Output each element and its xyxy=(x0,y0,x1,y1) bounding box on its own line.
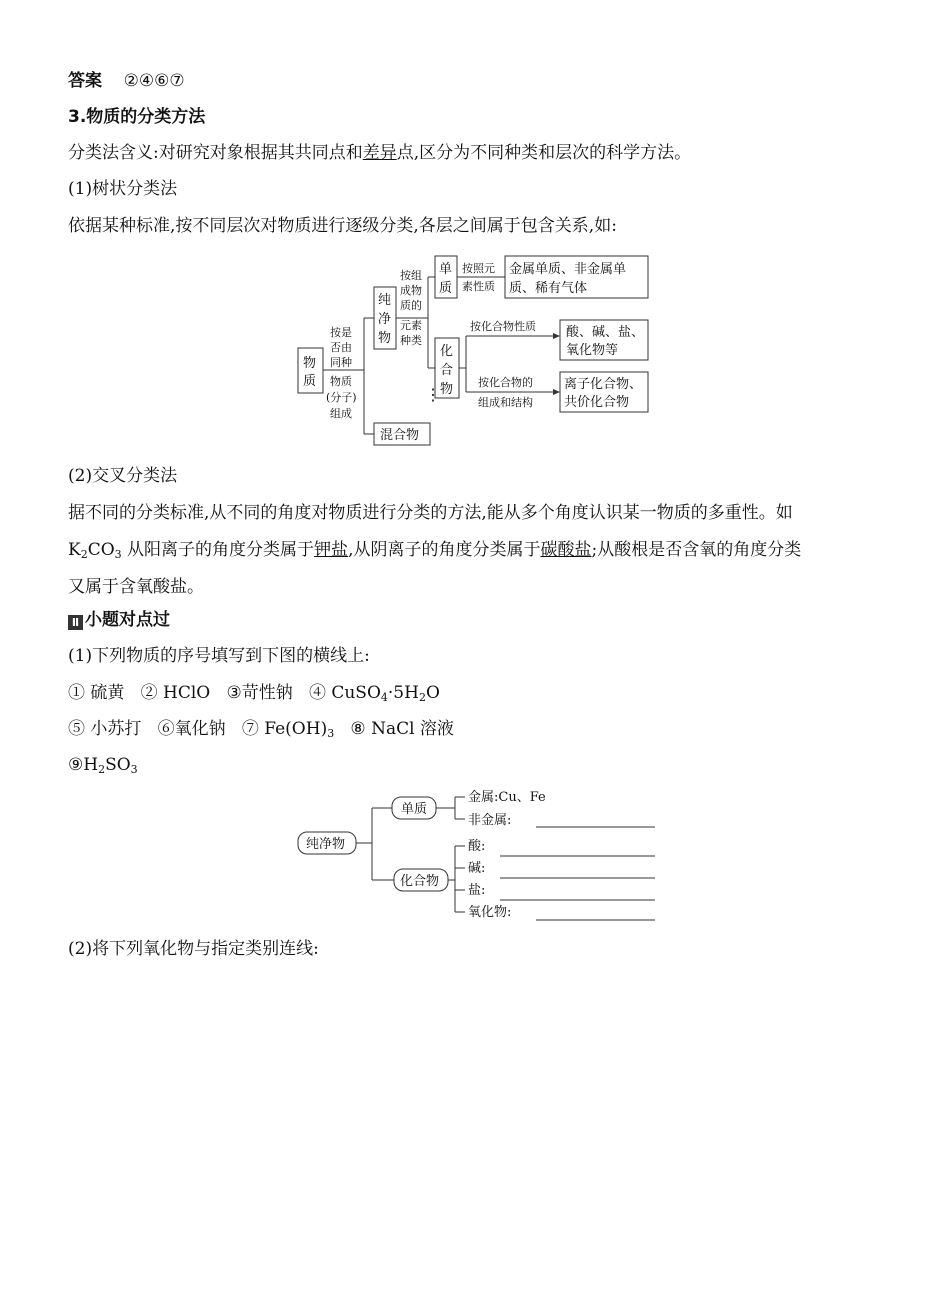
tree-criterion1-2: 否由 xyxy=(330,341,352,354)
item-9-sub: 2 xyxy=(98,763,106,776)
practice-heading xyxy=(68,609,170,631)
tree-criterion2-4: 元素 xyxy=(400,319,422,332)
tree-by-structure-2: 共价化合物 xyxy=(564,395,630,410)
tree-criterion1-4: 物质 xyxy=(330,375,352,388)
item-8: ⑧ NaCl 溶液 xyxy=(350,719,454,739)
tree-by-property-2: 氧化物等 xyxy=(566,343,619,358)
definition-prefix: 分类法含义:对研究对象根据其共同点和 xyxy=(68,143,363,163)
items-row-1 xyxy=(68,682,440,709)
item-3: ③苛性钠 xyxy=(226,683,293,703)
potassium-salt-underlined: 钾盐 xyxy=(314,540,349,560)
item-4-part: ·5H xyxy=(387,683,419,703)
cross-method-line2 xyxy=(68,539,801,566)
pure-substance-diagram xyxy=(295,785,665,925)
cross-method-title: (2)交叉分类法 xyxy=(68,466,178,486)
answer-value: ②④⑥⑦ xyxy=(123,71,185,91)
item-9-part: ⑨H xyxy=(68,755,99,775)
tree-pure-1: 纯 xyxy=(378,293,392,308)
tree-compound-1: 化 xyxy=(440,344,454,359)
item-7 xyxy=(242,719,334,739)
tree-criterion1-1: 按是 xyxy=(330,326,352,339)
tree-element-types-1: 金属单质、非金属单 xyxy=(509,262,627,277)
cross-text-3: ;从酸根是否含氧的角度分类 xyxy=(591,540,802,560)
items-row-3 xyxy=(68,754,138,781)
tree-mixture: 混合物 xyxy=(380,428,420,443)
diagram2-metal: 金属:Cu、Fe xyxy=(468,790,546,805)
item-7-sub: 3 xyxy=(327,727,335,740)
section-marker-icon: Ⅱ xyxy=(68,615,83,630)
section-title: 3.物质的分类方法 xyxy=(68,107,206,127)
tree-pure-2: 净 xyxy=(378,312,392,327)
tree-criterion1-5: (分子) xyxy=(326,391,357,404)
definition-suffix: 点,区分为不同种类和层次的科学方法。 xyxy=(396,143,692,163)
tree-criterion5-1: 按化合物的 xyxy=(478,376,533,389)
tree-classification-diagram xyxy=(290,250,690,450)
formula-sub: 3 xyxy=(114,548,122,561)
tree-root-2: 质 xyxy=(303,374,317,389)
cross-method-line3: 又属于含氧酸盐。 xyxy=(68,577,204,597)
item-4-sub: 2 xyxy=(418,691,426,704)
diagram2-salt: 盐: xyxy=(468,883,486,898)
tree-criterion3-2: 素性质 xyxy=(462,280,495,293)
formula-co: CO xyxy=(87,540,115,560)
tree-criterion4: 按化合物性质 xyxy=(470,320,536,333)
tree-criterion3-1: 按照元 xyxy=(462,262,495,275)
tree-method-intro: 依据某种标准,按不同层次对物质进行逐级分类,各层之间属于包含关系,如: xyxy=(68,216,617,236)
formula-k: K xyxy=(68,540,81,560)
item-4-part: ④ CuSO xyxy=(308,683,381,703)
tree-by-property-1: 酸、碱、盐、 xyxy=(566,325,645,340)
tree-criterion2-3: 质的 xyxy=(400,299,422,312)
tree-element-2: 质 xyxy=(439,281,453,296)
diagram2-acid: 酸: xyxy=(468,839,486,854)
tree-criterion1-6: 组成 xyxy=(330,407,352,420)
item-4-part: O xyxy=(425,683,440,703)
tree-element-types-2: 质、稀有气体 xyxy=(509,281,588,296)
tree-element-1: 单 xyxy=(439,262,453,277)
tree-by-structure-1: 离子化合物、 xyxy=(564,377,643,392)
item-1: ① 硫黄 xyxy=(68,683,125,703)
question-1: (1)下列物质的序号填写到下图的横线上: xyxy=(68,646,370,666)
item-7-part: ⑦ Fe(OH) xyxy=(241,719,328,739)
tree-method-title: (1)树状分类法 xyxy=(68,179,178,199)
cross-text-1: 从阳离子的角度分类属于 xyxy=(121,540,315,560)
item-4 xyxy=(309,683,440,703)
tree-criterion5-2: 组成和结构 xyxy=(478,396,533,409)
carbonate-underlined: 碳酸盐 xyxy=(540,540,592,560)
diagram2-base: 碱: xyxy=(468,861,486,876)
item-4-sub: 4 xyxy=(380,691,388,704)
answer-label: 答案 xyxy=(68,71,102,91)
practice-title: 小题对点过 xyxy=(85,610,170,630)
tree-pure-3: 物 xyxy=(378,331,392,346)
definition-line xyxy=(68,142,691,164)
tree-compound-3: 物 xyxy=(440,382,454,397)
diagram2-compound: 化合物 xyxy=(400,874,440,889)
formula-sub: 2 xyxy=(80,548,88,561)
diagram2-oxide: 氧化物: xyxy=(468,905,512,920)
item-9-sub: 3 xyxy=(130,763,138,776)
tree-criterion1-3: 同种 xyxy=(330,356,352,369)
item-6: ⑥氧化钠 xyxy=(157,719,226,739)
tree-criterion2-5: 种类 xyxy=(400,334,422,347)
diagram2-element: 单质 xyxy=(401,802,428,817)
definition-underlined: 差异 xyxy=(362,143,397,163)
tree-root-1: 物 xyxy=(303,356,317,371)
question-2: (2)将下列氧化物与指定类别连线: xyxy=(68,939,319,959)
diagram2-root: 纯净物 xyxy=(306,837,346,852)
item-2: ② HClO xyxy=(140,683,211,703)
item-5: ⑤ 小苏打 xyxy=(68,719,142,739)
cross-method-line1: 据不同的分类标准,从不同的角度对物质进行分类的方法,能从多个角度认识某一物质的多重性。如 xyxy=(68,503,793,523)
item-9-part: SO xyxy=(105,755,131,775)
cross-text-2: ,从阴离子的角度分类属于 xyxy=(348,540,541,560)
answer-line xyxy=(68,70,185,92)
tree-criterion2-1: 按组 xyxy=(400,269,422,282)
tree-criterion2-2: 成物 xyxy=(400,284,422,297)
items-row-2 xyxy=(68,718,454,745)
tree-dots: ⋮ xyxy=(425,385,441,404)
tree-compound-2: 合 xyxy=(440,363,454,378)
diagram2-nonmetal: 非金属: xyxy=(468,813,512,828)
